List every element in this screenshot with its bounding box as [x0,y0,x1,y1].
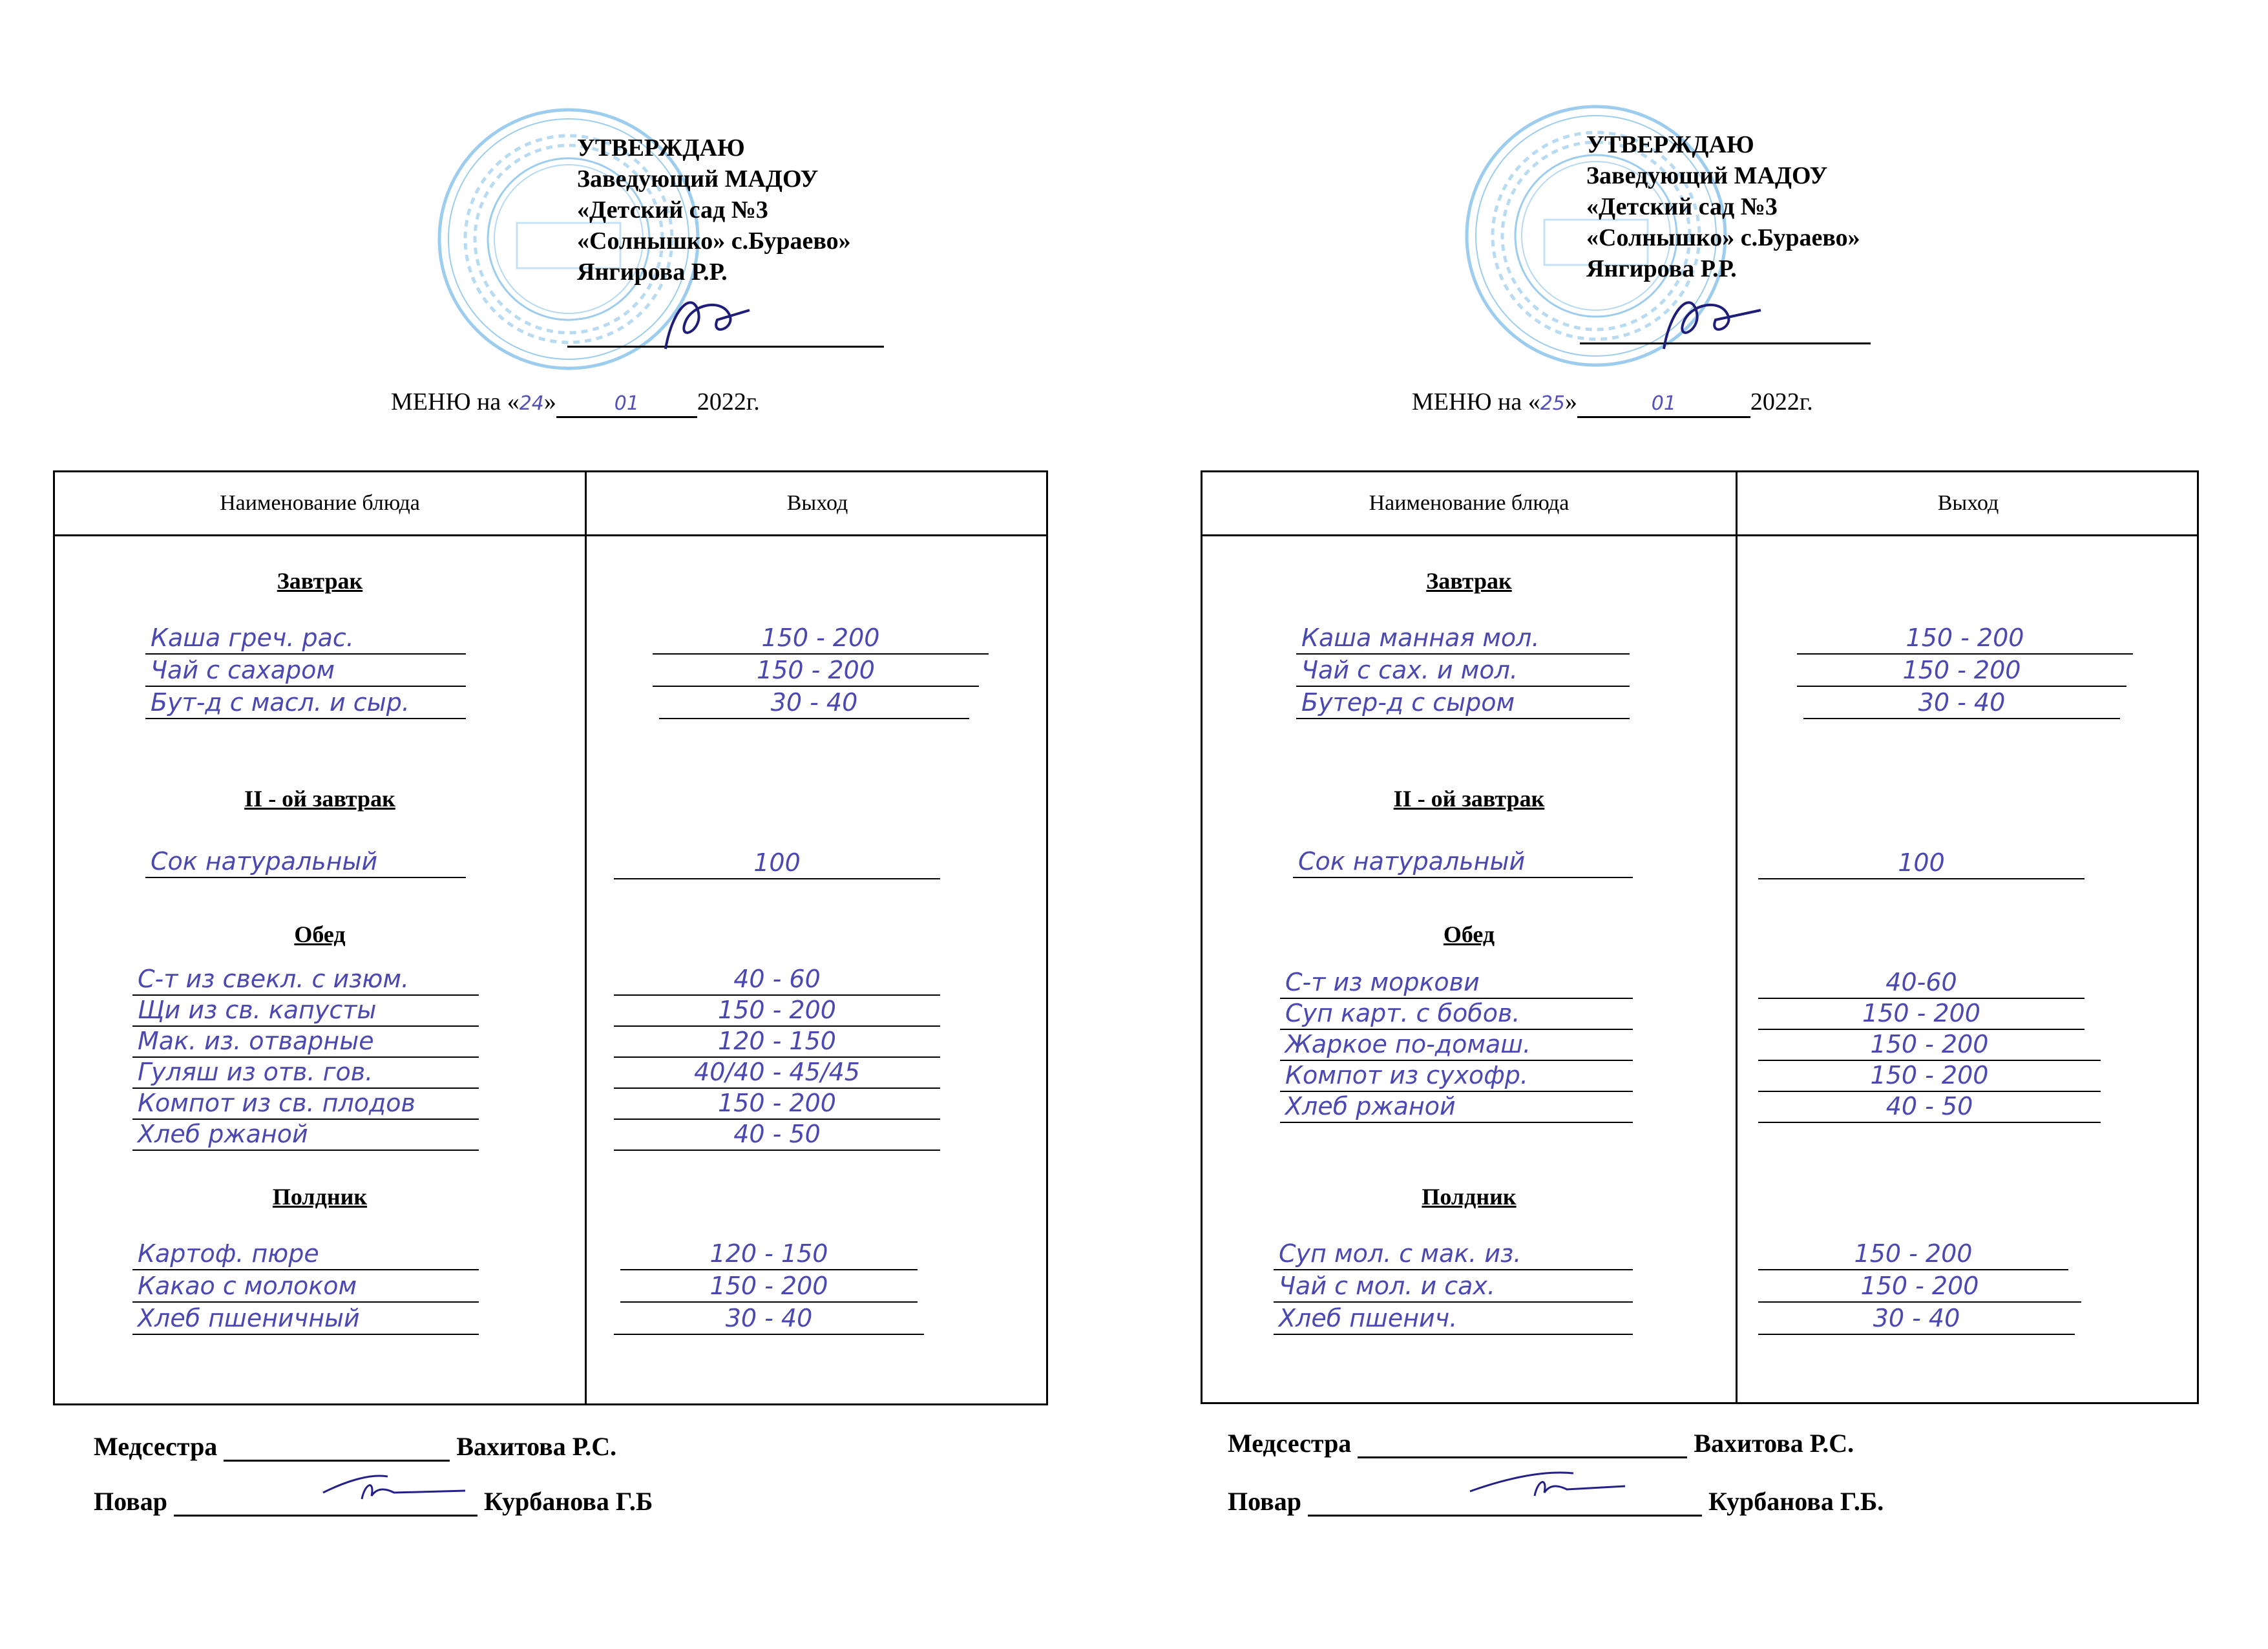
dish-item: Жаркое по-домаш. [1280,1029,1633,1061]
approval-position: Заведующий МАДОУ [577,165,819,193]
nurse-label: Медсестра [94,1432,218,1461]
section-breakfast: Завтрак [277,568,363,594]
dish-item: Бут-д с масл. и сыр. [145,687,466,719]
menu-date [1412,388,1813,418]
dish-item: Хлеб ржаной [1280,1091,1633,1123]
signature-icon [1651,284,1774,365]
approval-signer: Янгирова Р.Р. [577,258,728,286]
amount-item: 150 - 200 [1758,998,2084,1030]
amount-item: 150 - 200 [1758,1270,2081,1303]
dish-item: Какао с молоком [132,1270,479,1303]
dish-item: Чай с мол. и сах. [1274,1270,1633,1303]
dish-item: Сок натуральный [1293,846,1633,878]
cook-name: Курбанова Г.Б [483,1487,653,1516]
header-output: Выход [786,491,848,515]
approval-title: УТВЕРЖДАЮ [577,134,745,162]
amount-item: 150 - 200 [1797,655,2126,687]
approval-org-line1: «Детский сад №3 [1586,193,1778,220]
amount-item: 40 - 50 [614,1119,940,1151]
dish-item: Хлеб пшенич. [1274,1303,1633,1335]
amount-item: 120 - 150 [614,1025,940,1058]
section-second-breakfast: II - ой завтрак [1393,786,1545,812]
menu-date [391,388,760,418]
amount-item: 30 - 40 [659,687,969,719]
menu-date-year: 2022г. [1750,388,1813,415]
dish-item: Каша манная мол. [1296,622,1630,655]
amount-item: 40 - 60 [614,963,940,996]
amount-item: 40/40 - 45/45 [614,1056,940,1089]
nurse-signature-row [94,1431,616,1462]
nurse-label: Медсестра [1228,1429,1352,1458]
amount-item: 150 - 200 [614,1087,940,1120]
blank-amount-line [1758,1122,2101,1123]
section-snack: Полдник [272,1184,368,1210]
approval-org-line2: «Солнышко» с.Бураево» [577,227,851,255]
approval-position: Заведующий МАДОУ [1586,162,1828,189]
dish-item: Мак. из. отварные [132,1025,479,1058]
cook-label: Повар [94,1487,167,1516]
amount-item: 40-60 [1758,967,2084,999]
dish-item: Каша греч. рас. [145,622,466,655]
amount-item: 150 - 200 [1758,1060,2101,1092]
approval-block [577,132,851,288]
approval-block [1586,129,1860,284]
header-output: Выход [1937,491,1999,515]
menu-date-year: 2022г. [697,388,760,415]
menu-date-prefix: МЕНЮ на « [1412,388,1540,415]
approval-org-line1: «Детский сад №3 [577,196,768,224]
cook-name: Курбанова Г.Б. [1708,1487,1884,1516]
header-dish-name: Наименование блюда [220,491,420,515]
signature-icon [1464,1460,1632,1509]
amount-item: 150 - 200 [620,1270,918,1303]
amount-item: 40 - 50 [1758,1091,2101,1123]
dish-item: Суп мол. с мак. из. [1274,1238,1633,1270]
dish-item: Чай с сахаром [145,655,466,687]
dish-item: С-т из моркови [1280,967,1633,999]
dish-item: Хлеб ржаной [132,1119,479,1151]
dish-item: Гуляш из отв. гов. [132,1056,479,1089]
dish-item: Щи из св. капусты [132,994,479,1027]
amount-item: 30 - 40 [1758,1303,2075,1335]
dish-item: Чай с сах. и мол. [1296,655,1630,687]
menu-table [1201,470,2199,1404]
section-lunch: Обед [1443,921,1495,947]
dish-item: Бутер-д с сыром [1296,687,1630,719]
amount-item: 150 - 200 [1797,622,2133,655]
nurse-name: Вахитова Р.С. [456,1432,617,1461]
dish-item: Картоф. пюре [132,1238,479,1270]
dish-item: Сок натуральный [145,846,466,878]
approval-signer: Янгирова Р.Р. [1586,255,1737,282]
menu-date-month: 01 [614,392,639,415]
section-lunch: Обед [294,921,346,947]
dish-item: Компот из сухофр. [1280,1060,1633,1092]
amount-item: 100 [1758,847,2084,879]
amount-item: 30 - 40 [614,1303,924,1335]
menu-date-day: 25 [1540,392,1565,415]
cook-label: Повар [1228,1487,1301,1516]
menu-date-month: 01 [1651,392,1676,415]
signature-icon [317,1464,472,1512]
amount-item: 30 - 40 [1803,687,2120,719]
dish-item: С-т из свекл. с изюм. [132,963,479,996]
menu-date-day: 24 [519,392,544,415]
section-snack: Полдник [1422,1184,1517,1210]
amount-item: 150 - 200 [614,994,940,1027]
amount-item: 150 - 200 [1758,1238,2068,1270]
menu-date-close: » [543,388,556,415]
amount-item: 150 - 200 [653,622,989,655]
menu-date-prefix: МЕНЮ на « [391,388,520,415]
signature-icon [653,284,762,365]
section-second-breakfast: II - ой завтрак [244,786,395,812]
amount-item: 150 - 200 [653,655,979,687]
section-breakfast: Завтрак [1426,568,1512,594]
dish-item: Хлеб пшеничный [132,1303,479,1335]
approval-org-line2: «Солнышко» с.Бураево» [1586,224,1860,251]
column-divider [1736,472,1738,1402]
menu-date-close: » [1564,388,1577,415]
dish-item: Суп карт. с бобов. [1280,998,1633,1030]
column-divider [585,472,587,1403]
nurse-name: Вахитова Р.С. [1694,1429,1854,1458]
nurse-signature-row [1228,1428,1854,1458]
amount-item: 100 [614,847,940,879]
menu-table [53,470,1048,1405]
header-dish-name: Наименование блюда [1369,491,1570,515]
menu-sheet-right [1134,0,2268,1649]
amount-item: 150 - 200 [1758,1029,2101,1061]
dish-item: Компот из св. плодов [132,1087,479,1120]
amount-item: 120 - 150 [620,1238,918,1270]
approval-title: УТВЕРЖДАЮ [1586,131,1754,158]
